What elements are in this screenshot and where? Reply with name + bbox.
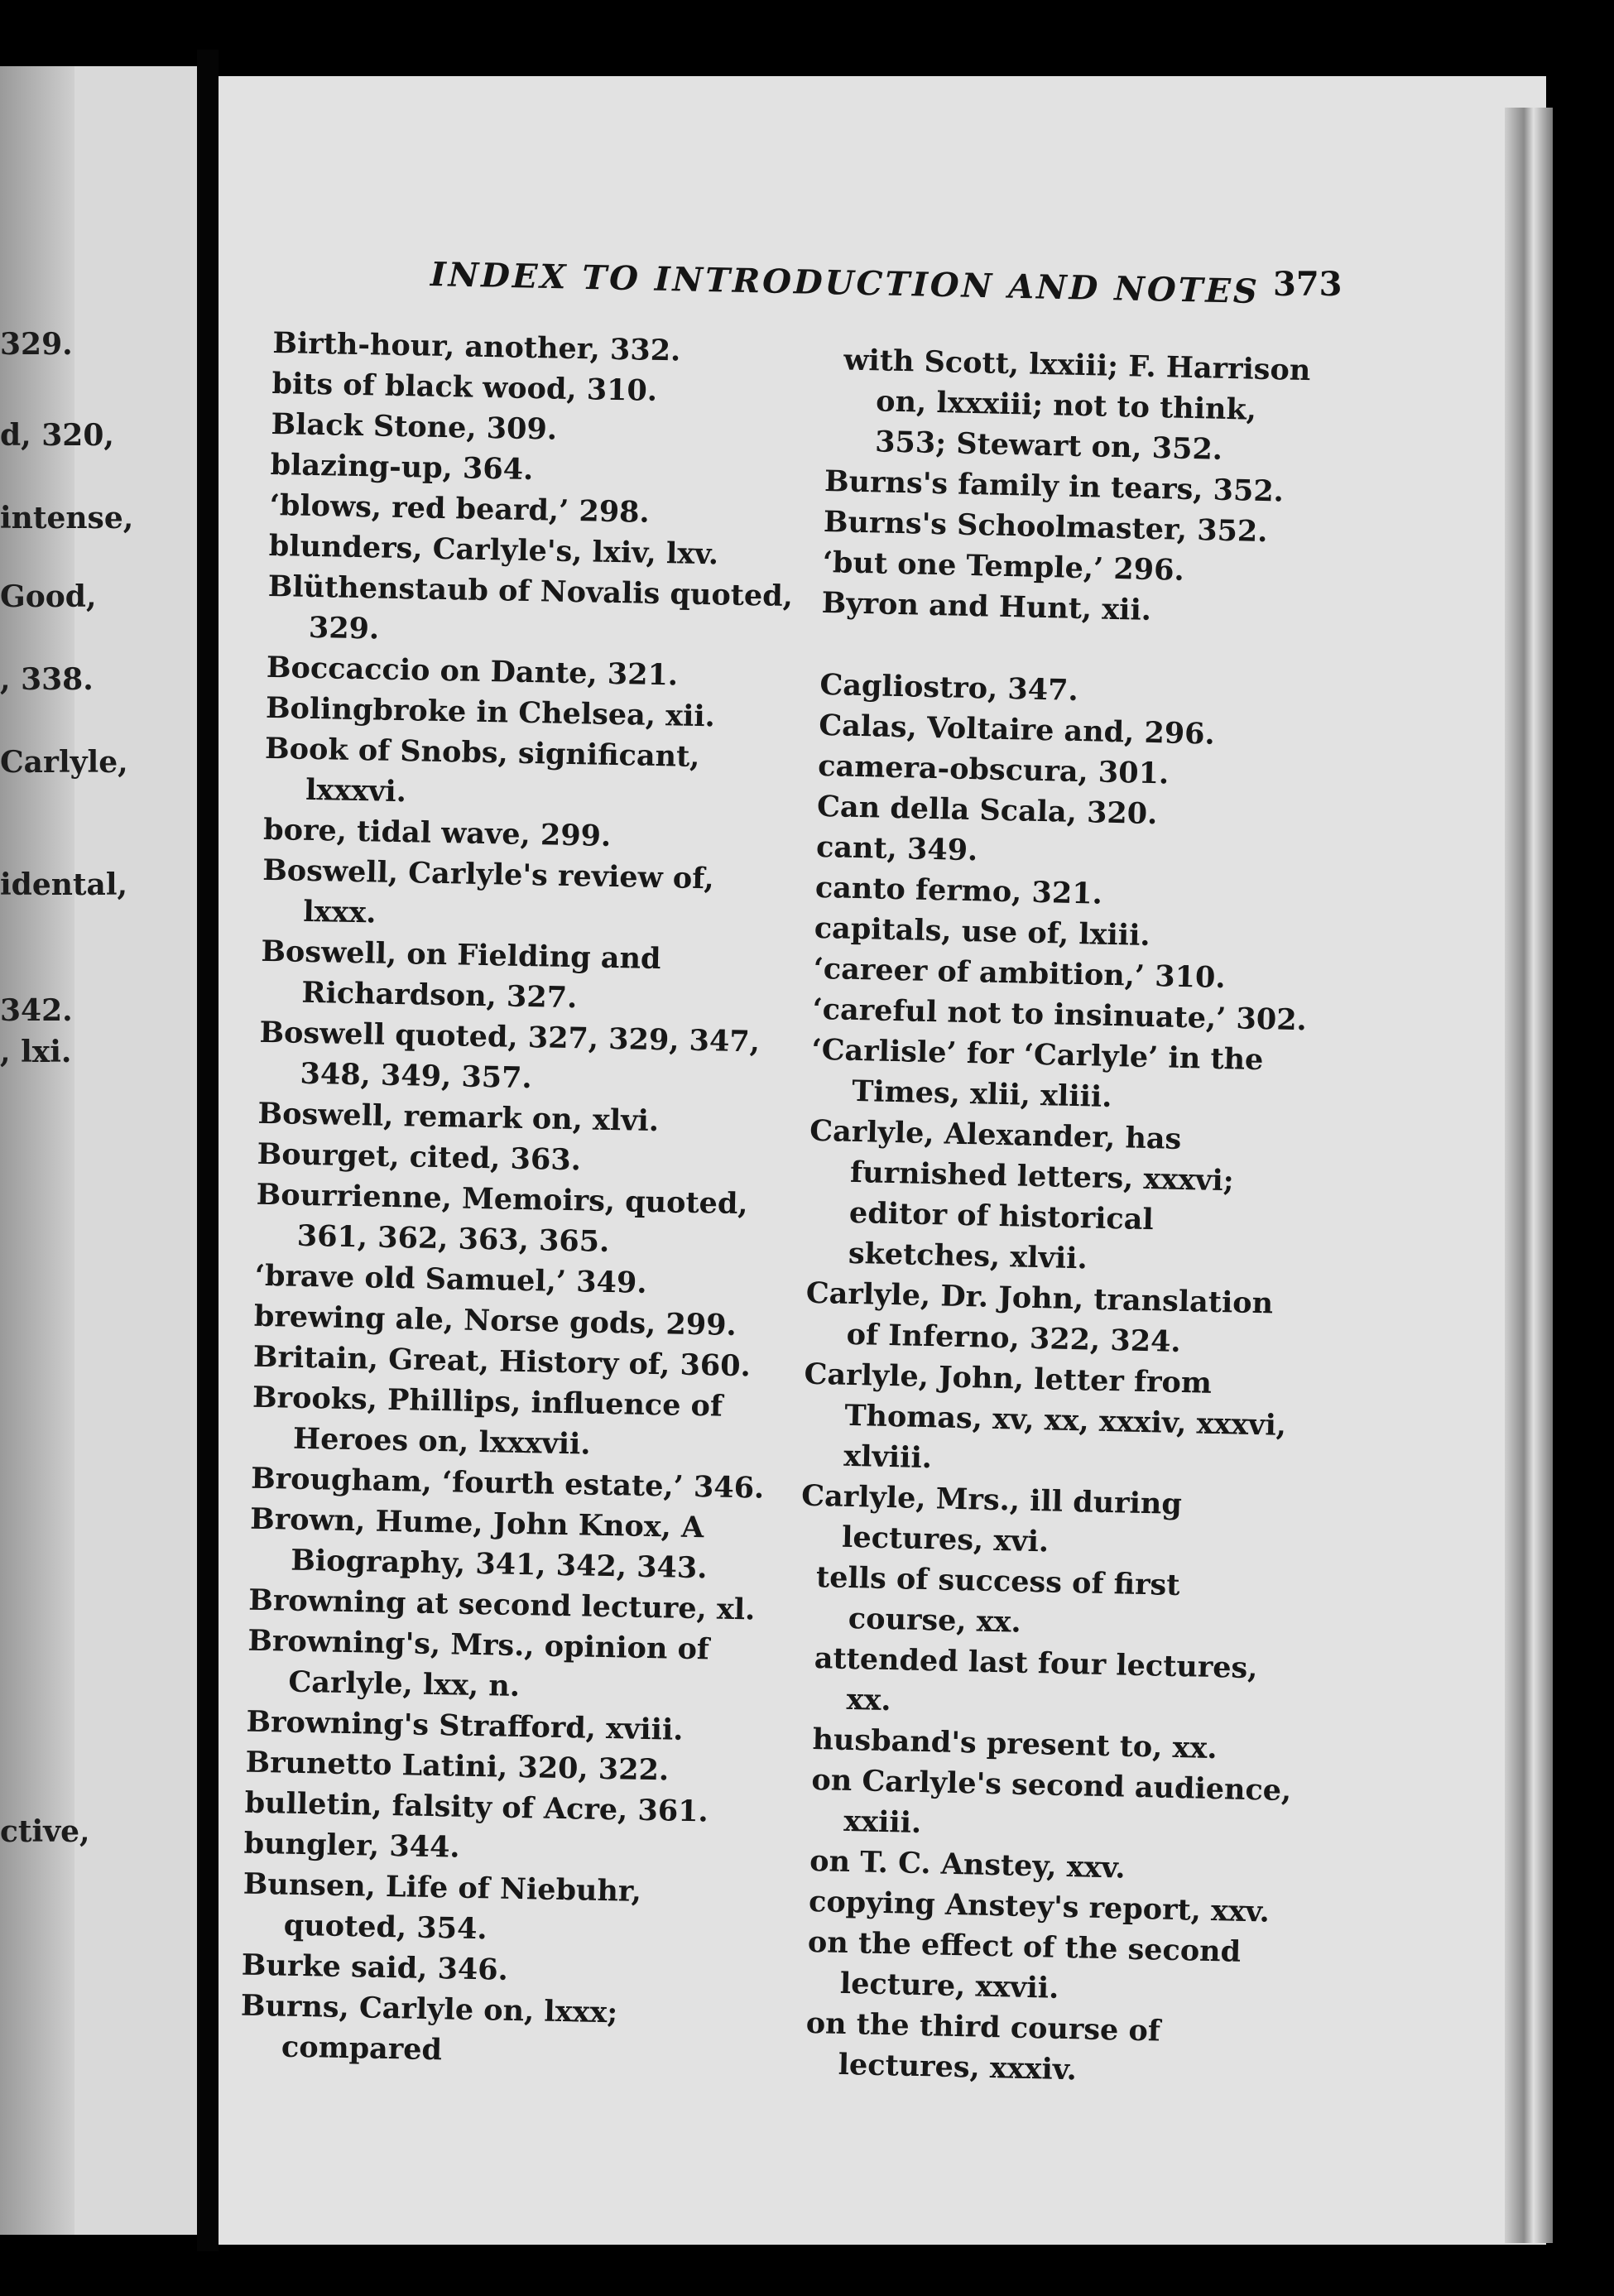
index-entry: Byron and Hunt, xii.	[821, 585, 1152, 627]
index-entry: with Scott, lxxiii; F. Harrison on, lxxxiii; not to think, 353; Stewart on, 352.	[843, 343, 1311, 467]
index-entry: Britain, Great, History of, 360.	[252, 1339, 752, 1384]
index-entry: Brown, Hume, John Knox, A Biography, 341, 342, 343.	[249, 1501, 708, 1586]
left-page-fragment: , lxi.	[0, 1035, 72, 1069]
left-page-fragment: Good,	[0, 579, 97, 614]
index-entry: Browning's Strafford, xviii.	[246, 1704, 684, 1747]
index-entry: Burns's family in tears, 352.	[824, 464, 1285, 509]
index-entry: Brougham, ‘fourth estate,’ 346.	[250, 1461, 765, 1506]
index-entry: Carlyle, Dr. John, translation of Inferno, 322, 324.	[805, 1275, 1274, 1359]
left-page-fragment: d, 320,	[0, 418, 114, 453]
index-entry: blazing-up, 364.	[270, 447, 534, 488]
index-entry: Blüthenstaub of Novalis quoted, 329.	[267, 569, 794, 646]
left-page	[0, 66, 197, 2235]
index-entry: on Carlyle's second audience, xxiii.	[811, 1763, 1292, 1841]
left-page-fragment: , 338.	[0, 662, 94, 697]
left-page-fragment: 342.	[0, 993, 73, 1028]
index-entry: bungler, 344.	[243, 1826, 460, 1865]
left-page-fragment: 329.	[0, 327, 73, 362]
index-entry: Carlyle, Mrs., ill during lectures, xvi.	[800, 1478, 1183, 1559]
index-entry: capitals, use of, lxiii.	[814, 910, 1151, 953]
index-entry: Carlyle, John, letter from Thomas, xv, xx, xxxiv, xxxvi, xlviii.	[804, 1357, 1287, 1476]
index-entry: ‘brave old Samuel,’ 349.	[254, 1258, 647, 1300]
index-entry: Browning at second lecture, xl.	[247, 1583, 756, 1627]
index-entry: Bolingbroke in Chelsea, xii.	[265, 690, 716, 734]
index-entry: Boccaccio on Dante, 321.	[266, 650, 679, 693]
index-entry: ‘career of ambition,’ 310.	[813, 951, 1226, 996]
index-entry: Bunsen, Life of Niebuhr, quoted, 354.	[243, 1866, 642, 1947]
index-entry: Boswell quoted, 327, 329, 347, 348, 349, 357.	[259, 1015, 761, 1096]
gutter	[197, 50, 219, 2251]
index-entry: Bourrienne, Memoirs, quoted, 361, 362, 363, 365.	[256, 1177, 748, 1260]
index-entry: copying Anstey's report, xxv.	[808, 1884, 1271, 1929]
index-entry: Bourget, cited, 363.	[257, 1136, 582, 1178]
index-entry: brewing ale, Norse gods, 299.	[253, 1299, 737, 1343]
index-entry: Birth-hour, another, 332.	[272, 325, 681, 368]
index-entry: tells of success of first course, xx.	[815, 1560, 1180, 1640]
index-entry: ‘blows, red beard,’ 298.	[269, 488, 651, 530]
index-entry: on the third course of lectures, xxxiv.	[805, 2005, 1161, 2087]
index-entry: Boswell, Carlyle's review of, lxxx.	[262, 853, 715, 930]
index-entry: Brooks, Phillips, influence of Heroes on, lxxxvii.	[252, 1380, 723, 1462]
index-section-b-continued	[821, 339, 1333, 635]
page-number: 373	[1273, 265, 1343, 304]
index-entry: Book of Snobs, significant, lxxxvi.	[264, 731, 700, 809]
index-entry: Boswell, remark on, xlvi.	[257, 1096, 660, 1139]
index-entry: Black Stone, 309.	[271, 406, 558, 447]
index-entry: ‘Carlisle’ for ‘Carlyle’ in the Times, xlii, xliii.	[811, 1032, 1264, 1115]
index-entry: Browning's, Mrs., opinion of Carlyle, lxx, n.	[247, 1623, 710, 1704]
index-entry: bits of black wood, 310.	[271, 366, 658, 408]
index-entry: Burns, Carlyle on, lxxx; compared	[240, 1988, 618, 2068]
index-entry: bulletin, falsity of Acre, 361.	[244, 1785, 709, 1829]
left-page-fragment: ctive,	[0, 1814, 90, 1849]
index-entry: attended last four lectures, xx.	[814, 1641, 1258, 1718]
index-entry: Carlyle, Alexander, has furnished letters, xxxvi; editor of historical sketches, xlvii.	[809, 1113, 1235, 1276]
index-entry: Cagliostro, 347.	[819, 667, 1079, 708]
index-entry: canto fermo, 321.	[814, 870, 1103, 911]
index-column-right	[788, 339, 1333, 2095]
index-entry: ‘but one Temple,’ 296.	[822, 545, 1185, 588]
left-page-fragment: idental,	[0, 867, 128, 902]
index-entry: Burke said, 346.	[241, 1948, 509, 1987]
index-entry: on the effect of the second lecture, xxvii.	[807, 1924, 1242, 2005]
left-page-fragment: Carlyle,	[0, 745, 128, 780]
index-entry: Can della Scala, 320.	[816, 789, 1158, 832]
index-entry: on T. C. Anstey, xxv.	[809, 1843, 1126, 1885]
index-entry: Calas, Voltaire and, 296.	[818, 708, 1216, 752]
index-section-c	[788, 665, 1325, 2095]
index-entry: ‘careful not to insinuate,’ 302.	[812, 992, 1308, 1038]
page-edge-shading	[1505, 108, 1553, 2243]
index-entry: bore, tidal wave, 299.	[262, 812, 612, 853]
index-entry: husband's present to, xx.	[812, 1722, 1218, 1766]
index-entry: Boswell, on Fielding and Richardson, 327.	[261, 934, 661, 1016]
index-entry: camera-obscura, 301.	[817, 748, 1170, 791]
running-header: INDEX TO INTRODUCTION AND NOTES	[430, 255, 1261, 311]
index-entry: Burns's Schoolmaster, 352.	[823, 504, 1268, 550]
index-column-left	[240, 323, 803, 2077]
left-page-fragment: intense,	[0, 501, 134, 536]
left-page-edge	[0, 66, 74, 2235]
index-entry: Brunetto Latini, 320, 322.	[245, 1745, 670, 1788]
index-entry: cant, 349.	[815, 829, 978, 868]
index-entry: blunders, Carlyle's, lxiv, lxv.	[268, 528, 719, 572]
